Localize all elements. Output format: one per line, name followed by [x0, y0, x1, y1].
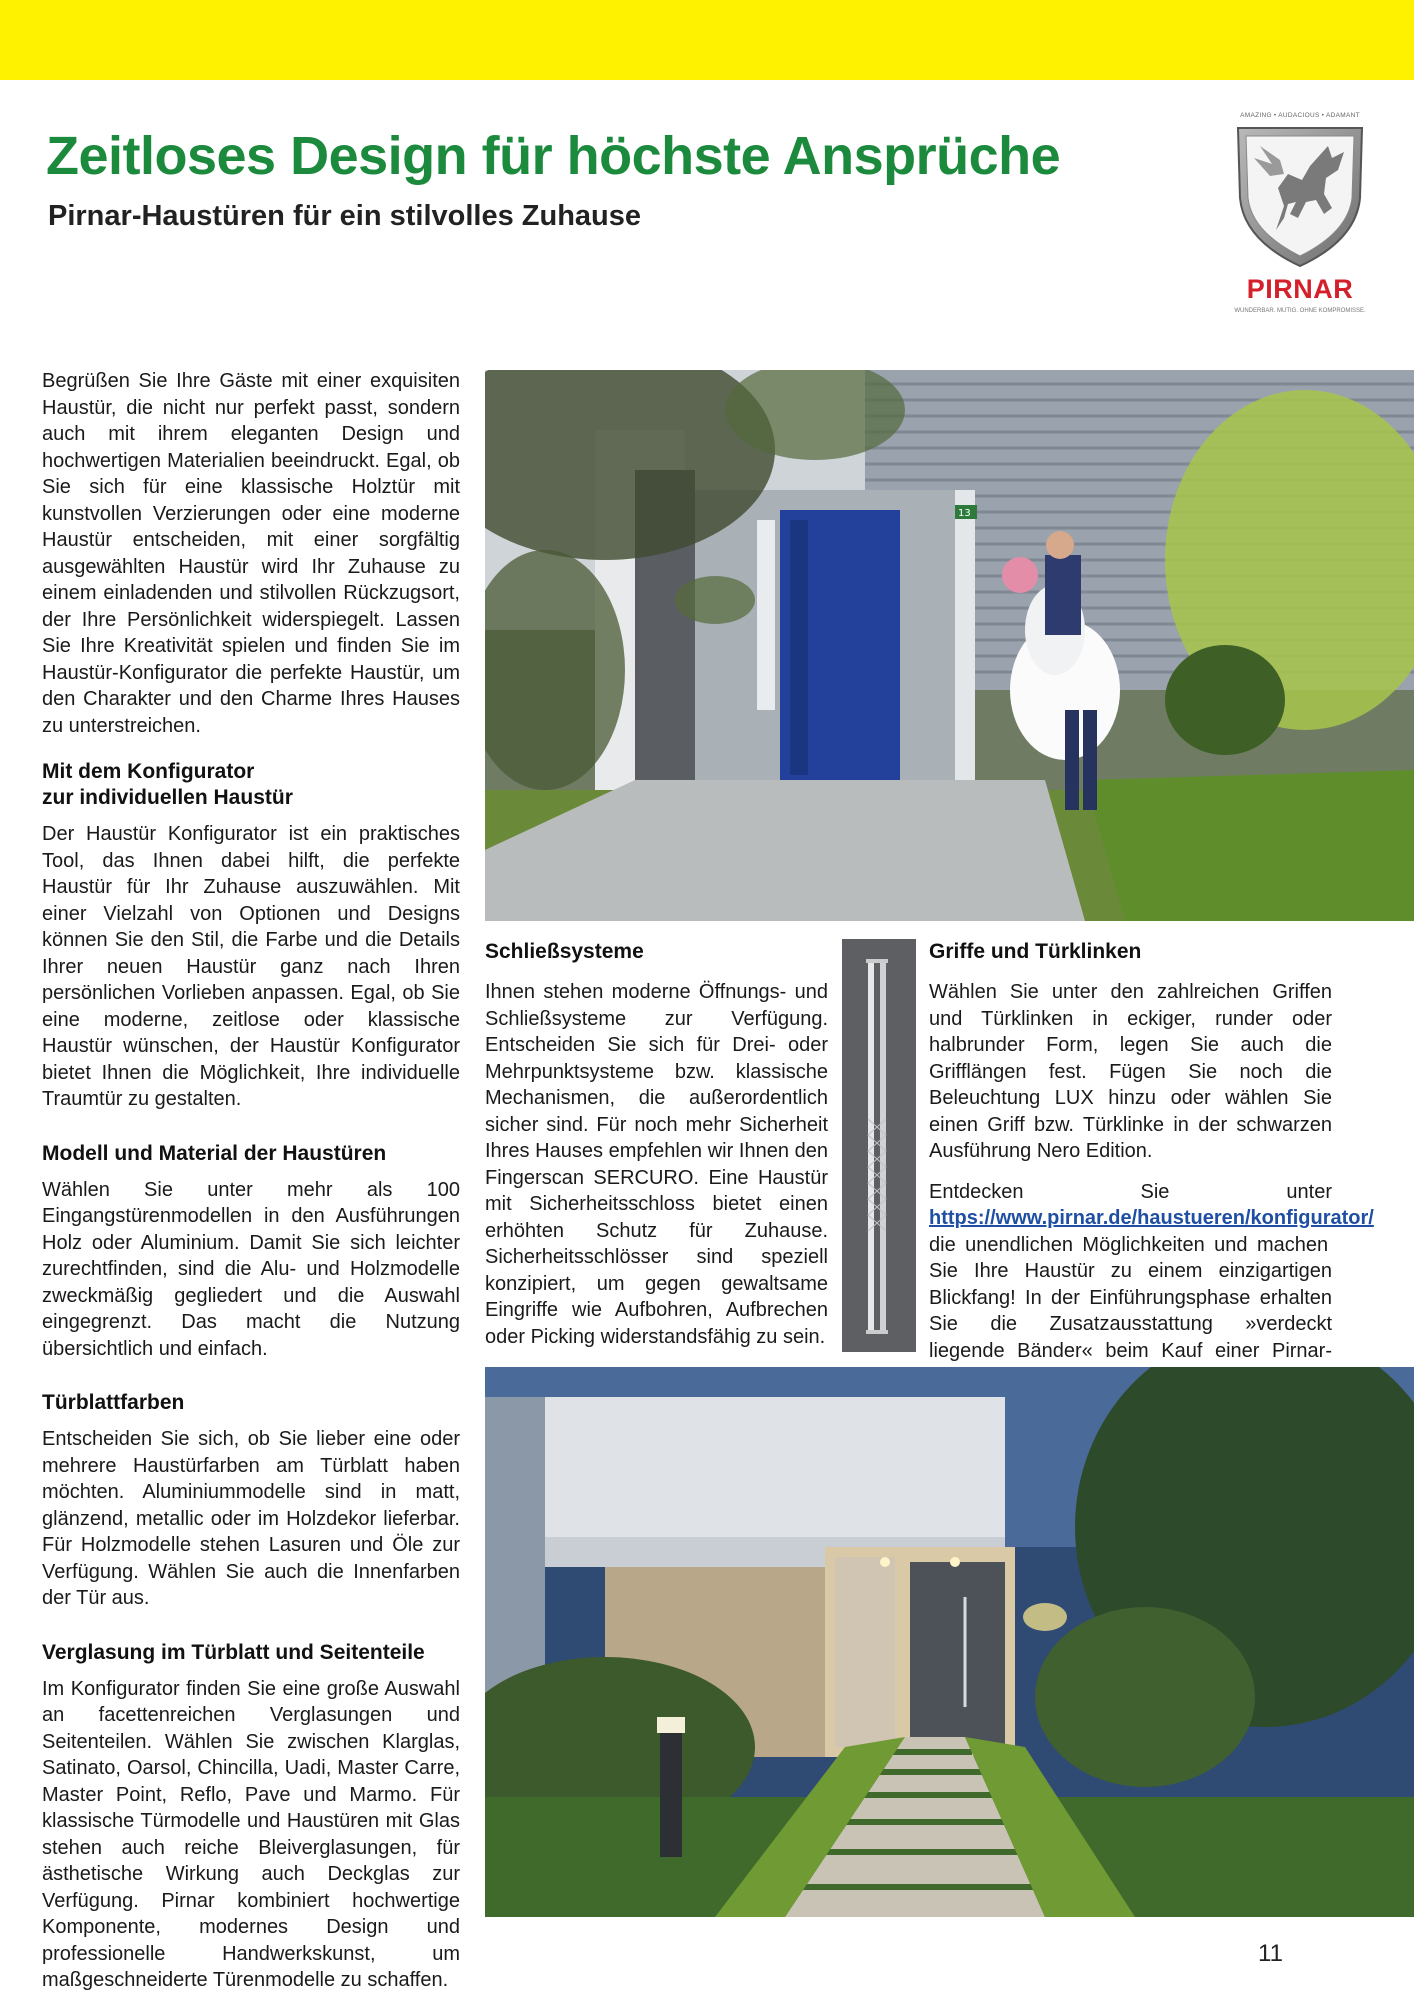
modern-house-evening-photo [485, 1367, 1414, 1917]
house-number-sign: 13 [958, 508, 971, 519]
wedding-couple-front-door-photo [485, 370, 1414, 921]
intro-paragraph: Begrüßen Sie Ihre Gäste mit einer exquisiten Haustür, die nicht nur perfekt passt, sondern auch mit ihrem eleganten Design und hochwertigen Materialien beeindruckt. Egal, ob Sie sich für eine klassische Holztür mit kunstvollen Verzierungen oder eine moderne Haustür entscheiden, mit einer sorgfältig ausgewählten Haustür wird Ihr Zuhause zu einem einladenden und stilvollen Rückzugsort, der Ihre Persönlichkeit widerspiegelt. Lassen Sie Ihre Kreativität spielen und finden Sie im Haustür-Konfigurator die perfekte Haustür, um den Charakter und den Charme Ihres Hauses zu unterstreichen. [42, 370, 460, 737]
page-number: 11 [1258, 1940, 1283, 1967]
model-material-paragraph: Wählen Sie unter mehr als 100 Eingangstürenmodellen in den Ausführungen Holz oder Aluminium. Damit Sie sich leichter zurechtfinden, sind die Alu- und Holzmodelle zweckmäßig gegliedert und die Auswahl eingegrenzt. Das macht die Nutzung übersichtlich und einfach. [42, 1178, 460, 1360]
heading-handles: Griffe und Türklinken [929, 940, 1142, 963]
link-prefix-text: Entdecken Sie unter [929, 1180, 1332, 1203]
heading-locking-systems: Schließsysteme [485, 940, 644, 963]
heading-configurator-line2: zur individuellen Haustür [42, 786, 293, 809]
handles-paragraph: Wählen Sie unter den zahlreichen Griffen und Türklinken in eckiger, runder oder halbrunder Form, legen Sie auch die Grifflängen fest. Fügen Sie noch die Beleuchtung LUX hinzu oder wählen Sie einen Griff bzw. Türklinke in der schwarzen Ausführung Nero Edition. [929, 981, 1332, 1162]
configurator-paragraph: Der Haustür Konfigurator ist ein praktisches Tool, das Ihnen dabei hilft, die perfekte Haustür für Ihr Zuhause auszuwählen. Mit einer Vielzahl von Optionen und Designs können Sie den Stil, die Farbe und die Details Ihrer neuen Haustür ganz nach Ihren persönlichen Vorlieben anpassen. Egal, ob Sie eine moderne, zeitlose oder klassische Haustür wünschen, der Haustür Konfigurator bietet Ihnen die Möglichkeit, Ihre individuelle Traumtür zu gestalten. [42, 823, 460, 1110]
left-column [42, 368, 460, 2008]
page-title: Zeitloses Design für höchste Ansprüche [46, 126, 1061, 186]
right-column [929, 939, 1374, 1405]
heading-model-material: Modell und Material der Haustüren [42, 1141, 387, 1165]
logo-tagline-top: AMAZING • AUDACIOUS • ADAMANT [1240, 112, 1360, 119]
glazing-paragraph: Im Konfigurator finden Sie eine große Auswahl an facettenreichen Verglasungen und Seitenteilen. Wählen Sie zwischen Klarglas, Satinato, Oarsol, Chincilla, Uadi, Master Carre, Master Point, Reflo, Pave und Marmo. Für klassische Türmodelle und Haustüren mit Glas stehen auch reiche Bleiverglasungen, für ästhetische Wirkung auch Deckglas zur Verfügung. Pirnar kombiniert hochwertige Komponente, modernes Design und professionelle Handwerkskunst, um maßgeschneiderte Türenmodelle zu schaffen. [42, 1677, 460, 1991]
heading-glazing: Verglasung im Türblatt und Seitenteile [42, 1640, 425, 1664]
configurator-link-paragraph [929, 1179, 1374, 1391]
page-subtitle: Pirnar-Haustüren für ein stilvolles Zuhause [48, 200, 642, 232]
locking-systems-paragraph: Ihnen stehen moderne Öffnungs- und Schließsysteme zur Verfügung. Entscheiden Sie sich für Drei- oder Mehrpunktsysteme bzw. klassische Mechanismen, die außerordentlich sicher sind. Für noch mehr Sicherheit Ihres Hauses empfehlen wir Ihnen den Fingerscan SERCURO. Eine Haustür mit Sicherheitsschloss bietet einen erhöhten Schutz für Zuhause. Sicherheitsschlösser sind speziell konzipiert, um gegen gewaltsame Eingriffe wie Aufbohren, Aufbrechen oder Picking widerstandsfähig zu sein. [485, 981, 828, 1348]
heading-configurator [42, 759, 460, 811]
pegasus-shield-icon [1232, 118, 1368, 270]
link-suffix-text: die unendlichen Möglichkeiten und machen Sie Ihre Haustür zu einem einzigartigen Blickfang! In der Einführungsphase erhalten Sie die Zusatzausstattung »verdeckt liegende Bänder« beim Kauf einer Pirnar- [929, 1233, 1332, 1362]
door-handle-photo [842, 939, 916, 1352]
heading-configurator-line1: Mit dem Konfigurator [42, 760, 255, 783]
logo-tagline-bottom: WUNDERBAR. MUTIG. OHNE KOMPROMISSE. [1234, 308, 1366, 314]
heading-door-colors: Türblattfarben [42, 1391, 185, 1414]
top-color-bar [0, 0, 1414, 80]
middle-column [485, 939, 828, 1364]
logo-brand-name: PIRNAR [1246, 274, 1354, 304]
pirnar-logo [1226, 112, 1374, 322]
door-colors-paragraph: Entscheiden Sie sich, ob Sie lieber eine oder mehrere Haustürfarben am Türblatt haben möchten. Aluminiummodelle sind in matt, glänzend, metallic oder im Holzdekor lieferbar. Für Holzmodelle stehen Lasuren und Öle zur Verfügung. Wählen Sie auch die Innenfarben der Tür aus. [42, 1428, 460, 1609]
configurator-link[interactable]: https://www.pirnar.de/haustueren/konfigurator/ [929, 1207, 1374, 1229]
